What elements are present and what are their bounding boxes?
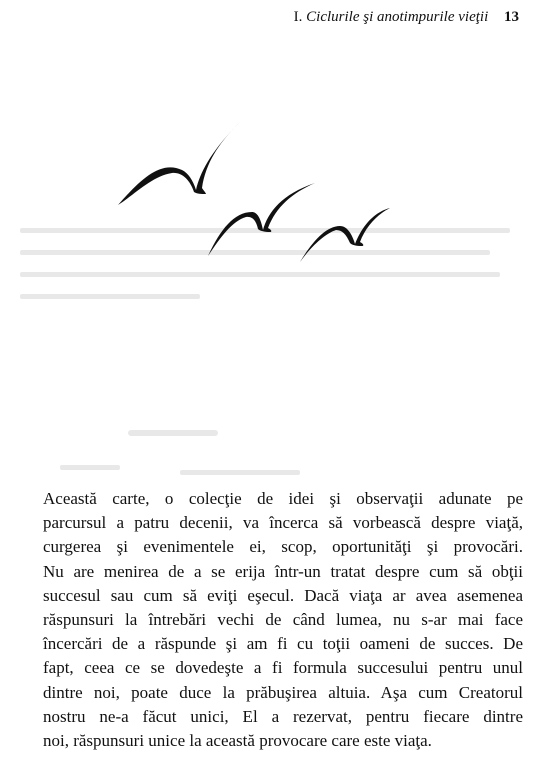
text-line: noi, răspunsuri unice la această provocare care este viaţa. bbox=[43, 731, 432, 751]
text-line: succesul sau cum să eviţi eşecul. Dacă viaţa ar avea asemenea bbox=[43, 585, 523, 605]
text-line: fapt, ceea ce se dovedeşte a fi formula succesului pentru unul bbox=[43, 658, 523, 678]
text-line: curgerea şi evenimentele ei, scop, oportunităţi şi provocări. bbox=[43, 537, 523, 557]
text-line: răspunsuri la întrebări vechi de când lumea, nu s-ar mai face bbox=[43, 610, 523, 630]
bird-1-icon bbox=[118, 122, 240, 205]
text-line: nostru ne-a făcut unici, El a rezervat, pentru fiecare dintre bbox=[43, 706, 523, 726]
text-line: Nu are menirea de a se erija într-un tratat despre cum să obţii bbox=[43, 561, 523, 581]
page-number: 13 bbox=[504, 9, 519, 25]
text-line: Această carte, o colecţie de idei şi observaţii adunate pe bbox=[43, 489, 523, 508]
bird-2-icon bbox=[208, 183, 315, 256]
text-line: parcursul a patru decenii, va încerca să vorbească despre viaţă, bbox=[43, 513, 523, 533]
text-line: încercări de a răspunde şi am fi cu toţii oameni de succes. De bbox=[43, 634, 523, 654]
chapter-title: Ciclurile şi anotimpurile vieţii bbox=[306, 9, 489, 25]
text-line: dintre noi, poate duce la prăbuşirea altuia. Aşa cum Creatorul bbox=[43, 682, 523, 702]
body-paragraph bbox=[43, 487, 523, 753]
chapter-number: I. bbox=[293, 9, 303, 25]
flying-birds-icon bbox=[0, 0, 539, 330]
bird-3-icon bbox=[300, 208, 390, 262]
